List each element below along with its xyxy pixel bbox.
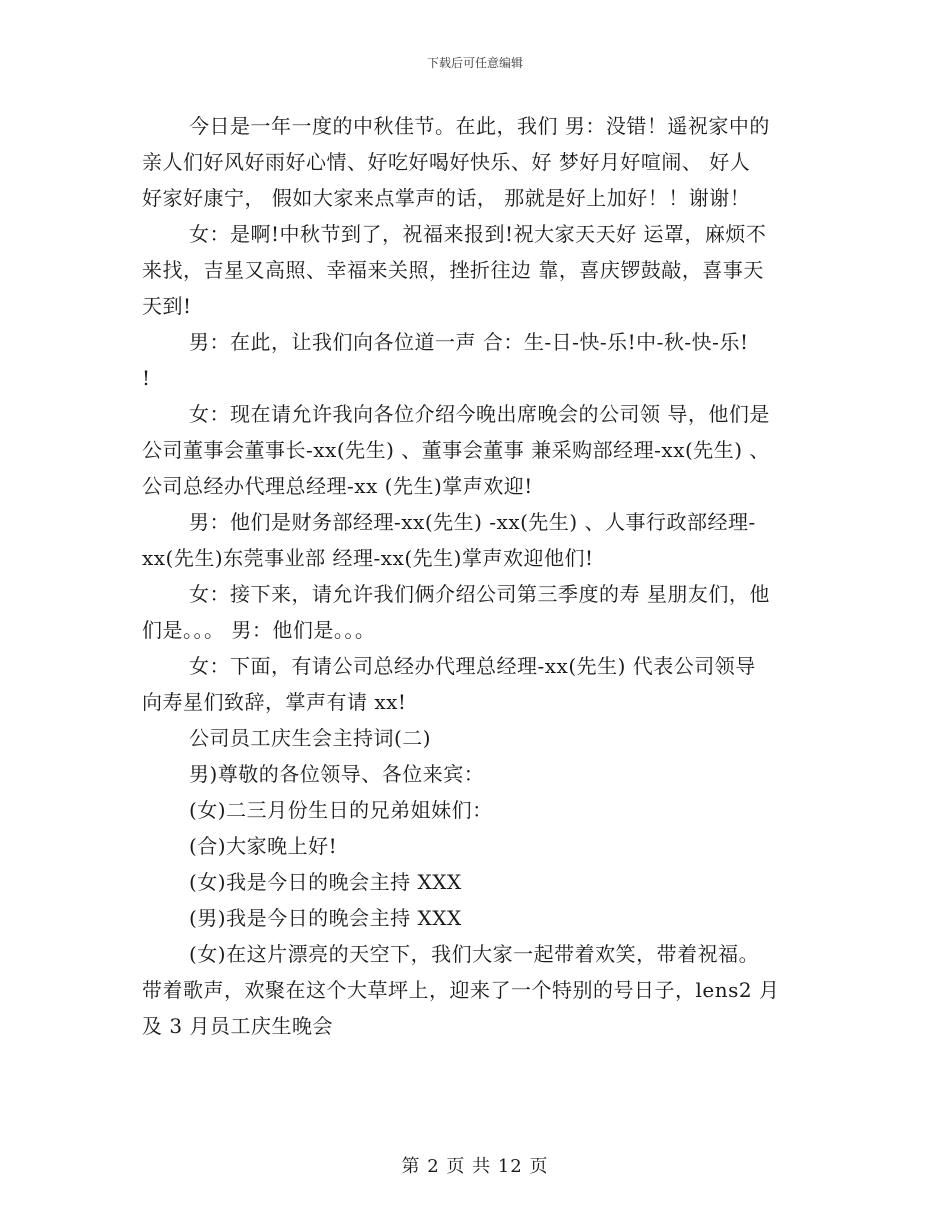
text-line: 女：现在请允许我向各位介绍今晚出席晚会的公司领 导，他们是 (189, 402, 770, 426)
text-line: 公司董事会董事长-xx(先生) 、董事会董事 兼采购部经理-xx(先生) 、 (142, 438, 770, 462)
text-line: 女：是啊!中秋节到了，祝福来报到!祝大家天天好 运罩，麻烦不 (189, 222, 767, 246)
text-line: 们是。。。 男：他们是。。。 (142, 618, 376, 642)
text-line: 及 3 月员工庆生晚会 (142, 1014, 333, 1038)
text-line: (男)我是今日的晚会主持 XXX (189, 906, 462, 930)
text-line: 女：下面，有请公司总经办代理总经理-xx(先生) 代表公司领导 (189, 654, 756, 678)
text-line: (女)在这片漂亮的天空下，我们大家一起带着欢笑，带着祝福。 (189, 942, 760, 966)
page-footer: 第 2 页 共 12 页 (401, 1156, 549, 1177)
text-line: 带着歌声，欢聚在这个大草坪上，迎来了一个特别的号日子，lens2 月 (142, 978, 780, 1002)
text-line: 天到! (142, 294, 192, 318)
text-line: 公司员工庆生会主持词(二) (189, 726, 432, 750)
text-line: 男)尊敬的各位领导、各位来宾： (189, 762, 485, 786)
text-line: 男：在此，让我们向各位道一声 合：生-日-快-乐!中-秋-快-乐! (189, 330, 749, 354)
text-line: 男：他们是财务部经理-xx(先生) -xx(先生) 、人事行政部经理- (189, 510, 756, 534)
text-line: (合)大家晚上好! (189, 834, 338, 858)
text-line: 今日是一年一度的中秋佳节。在此，我们 男：没错！遥祝家中的 (189, 114, 770, 138)
document-body (142, 108, 810, 1044)
text-line: 来找，吉星又高照、幸福来关照，挫折往边 靠，喜庆锣鼓敲，喜事天 (142, 258, 764, 282)
text-line: ! (142, 366, 151, 390)
text-line: (女)我是今日的晚会主持 XXX (189, 870, 462, 894)
page-header: 下载后可任意编辑 (426, 56, 523, 70)
text-line: xx(先生)东莞事业部 经理-xx(先生)掌声欢迎他们! (142, 546, 594, 570)
text-line: 女：接下来，请允许我们俩介绍公司第三季度的寿 星朋友们，他 (189, 582, 770, 606)
text-line: 公司总经办代理总经理-xx (先生)掌声欢迎! (142, 474, 533, 498)
text-line: (女)二三月份生日的兄弟姐妹们： (189, 798, 493, 822)
text-line: 亲人们好风好雨好心情、好吃好喝好快乐、好 梦好月好喧闹、 好人 (142, 150, 751, 174)
text-line: 向寿星们致辞，掌声有请 xx! (142, 690, 407, 714)
text-line: 好家好康宁， 假如大家来点掌声的话， 那就是好上加好！！谢谢！ (142, 186, 751, 210)
